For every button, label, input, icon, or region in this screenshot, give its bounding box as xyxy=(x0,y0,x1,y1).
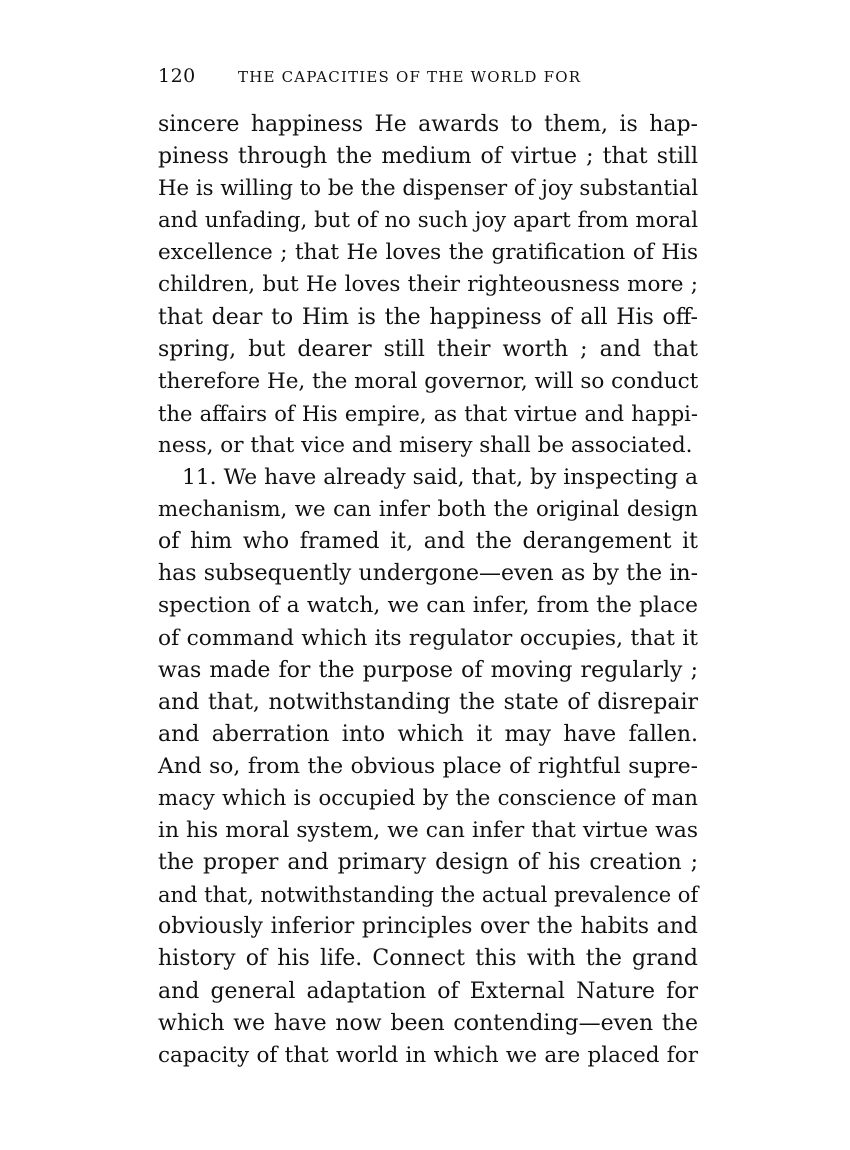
text-line: was made for the purpose of moving regularly ; xyxy=(158,657,698,683)
text-line: the affairs of His empire, as that virtue and happi- xyxy=(158,401,698,426)
text-line: spection of a watch, we can infer, from the place xyxy=(158,593,698,619)
page-header xyxy=(158,64,698,88)
page-number: 120 xyxy=(158,65,196,87)
body-text xyxy=(158,109,698,1072)
text-line: excellence ; that He loves the gratification of His xyxy=(158,240,698,266)
text-line: and general adaptation of External Nature for xyxy=(158,978,698,1004)
text-line: macy which is occupied by the conscience of man xyxy=(158,785,698,811)
text-line: spring, but dearer still their worth ; and that xyxy=(158,336,698,362)
text-line: of him who framed it, and the derangement it xyxy=(158,529,698,555)
text-line: therefore He, the moral governor, will so conduct xyxy=(158,368,699,394)
text-line: children, but He loves their righteousness more ; xyxy=(158,272,698,298)
text-line: that dear to Him is the happiness of all His off- xyxy=(158,304,698,330)
text-line: and aberration into which it may have fallen. xyxy=(158,721,698,747)
text-line: which we have now been contending—even the xyxy=(158,1010,698,1036)
text-line: and unfading, but of no such joy apart from moral xyxy=(158,208,698,234)
paragraph-start-line: 11. We have already said, that, by inspecting a xyxy=(182,465,698,491)
text-line: and that, notwithstanding the state of disrepair xyxy=(158,689,698,715)
text-line: in his moral system, we can infer that virtue was xyxy=(158,818,698,844)
text-line: and that, notwithstanding the actual prevalence of xyxy=(158,883,699,908)
text-line: mechanism, we can infer both the original design xyxy=(158,497,698,523)
text-line: capacity of that world in which we are placed for xyxy=(158,1042,698,1068)
text-line: ness, or that vice and misery shall be associated. xyxy=(158,432,693,458)
text-line: And so, from the obvious place of rightful supre- xyxy=(158,753,698,779)
text-line: obviously inferior principles over the habits and xyxy=(158,914,698,940)
running-head: THE CAPACITIES OF THE WORLD FOR xyxy=(238,68,582,86)
text-line: of command which its regulator occupies, that it xyxy=(158,625,698,651)
text-line: piness through the medium of virtue ; that still xyxy=(158,144,698,170)
text-line: the proper and primary design of his creation ; xyxy=(158,850,698,876)
text-line: history of his life. Connect this with the grand xyxy=(158,946,698,972)
text-line: sincere happiness He awards to them, is hap- xyxy=(158,112,698,137)
text-line: has subsequently undergone—even as by the in- xyxy=(158,561,698,587)
text-line: He is willing to be the dispenser of joy substantial xyxy=(158,176,699,202)
